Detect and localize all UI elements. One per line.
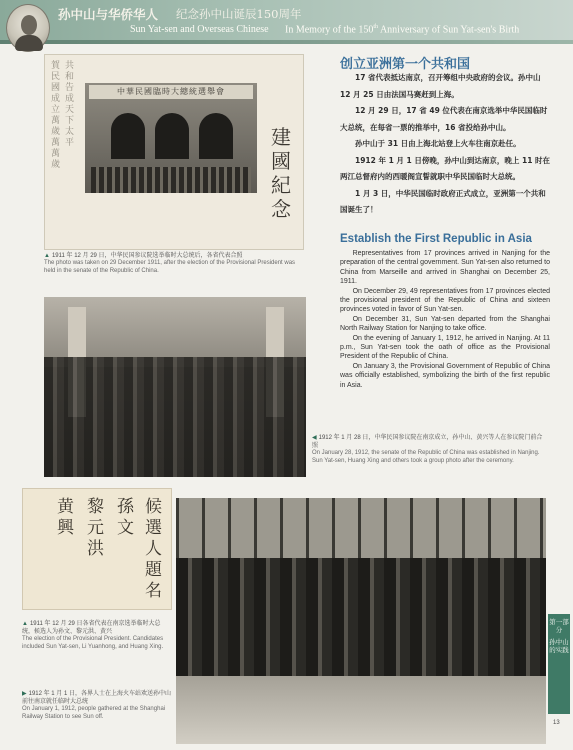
article-paragraph-en: On the evening of January 1, 1912, he arrived in Nanjing. At 11 p.m., Sun Yat-sen took the oath of office as the Provisional President of the Republic of China.: [340, 334, 550, 361]
article-paragraph-cn: 17 省代表抵达南京，召开筹组中央政府的会议。孙中山 12 月 25 日由法国马赛赶到上海。: [340, 73, 541, 99]
ballot-candidate: 黄興: [57, 497, 74, 538]
soldiers-and-crowd: [176, 558, 546, 678]
sun-yat-sen-portrait: [6, 4, 50, 52]
building-arch: [155, 113, 189, 159]
photo-electoral-building: [44, 54, 304, 250]
header-subtitle-cn: 纪念孙中山诞辰150周年: [176, 7, 302, 21]
group-of-officials: [44, 357, 306, 477]
photo1-caption-en: The photo was taken on 29 December 1911, after the election of the Provisional President was held in the senate of the Republic of China.: [44, 260, 296, 274]
ballot-candidate: 孫文: [117, 497, 134, 538]
article-heading-en: Establish the First Republic in Asia: [340, 233, 532, 245]
article-paragraph-en: On December 29, 49 representatives from 17 provinces elected the provisional president of the Republic of China and sixteen provinces voted in favor of Sun Yat-sen.: [340, 287, 550, 314]
portrait-body: [15, 35, 43, 51]
header-subtitle-en: In Memory of the 150th Anniversary of Sun Yat-sen's Birth: [285, 24, 520, 36]
photo1-caption: [44, 252, 306, 275]
group-of-delegates: [91, 167, 251, 193]
header-title-en: Sun Yat-sen and Overseas Chinese: [130, 24, 269, 35]
photo-election-ballot: [22, 488, 172, 610]
triangle-right-icon: ▲: [22, 621, 28, 627]
photo4-caption-en: On January 1, 1912, people gathered at the Shanghai Railway Station to see Sun off.: [22, 706, 166, 720]
photo-senate-group: [44, 297, 306, 477]
triangle-left-icon: ◀: [312, 435, 317, 441]
ballot-candidate: 黎元洪: [87, 497, 104, 559]
station-platform: [176, 676, 546, 744]
photo3-caption: [22, 620, 172, 651]
article-paragraph-en: On December 31, Sun Yat-sen departed from the Shanghai North Railway Station for Nanjing to take office.: [340, 315, 550, 333]
side-tab-line1: 第一部分: [549, 618, 569, 634]
calligraphy-margin: 賀民國成立萬歲萬萬歲: [51, 61, 61, 170]
header-title-cn: 孙中山与华侨华人: [58, 7, 159, 22]
section-side-tab: [548, 614, 570, 714]
article-paragraph-cn: 1 月 3 日，中华民国临时政府正式成立，亚洲第一个共和国诞生了！: [340, 188, 546, 214]
article-paragraph-en: On January 3, the Provisional Government of Republic of China was officially established, symbolizing the birth of the first republic in Asia.: [340, 362, 550, 389]
photo4-caption: [22, 690, 172, 721]
article-body-cn: [340, 70, 553, 219]
article-body-en: [340, 249, 550, 390]
header-rule: [0, 40, 573, 44]
building-arch: [199, 113, 233, 159]
page-number: 13: [553, 720, 560, 726]
photo2-caption-cn: 1912 年 1 月 28 日，中华民国参议院在南京成立，孙中山、黄兴等人在参议院门前合照: [312, 435, 543, 449]
portrait-face: [21, 15, 37, 35]
photo-railway-station: [176, 498, 546, 744]
article-paragraph-en: Representatives from 17 provinces arrived in Nanjing for the preparation of the central government. Sun Yat-sen also returned to China from Marseille and arrived in Shanghai on December 25, 1911.: [340, 250, 550, 286]
calligraphy-inscription: 建國紀念: [271, 125, 291, 221]
photo2-caption-en: On January 28, 1912, the senate of the Republic of China was established in Nanjing. Sun Yat-sen, Huang Xing and others took a group photo after the ceremony.: [312, 450, 540, 464]
side-tab-line2: 孙中山的实践: [549, 638, 569, 654]
triangle-right-icon: ▶: [22, 691, 27, 697]
article-paragraph-cn: 1912 年 1 月 1 日傍晚，孙中山到达南京，晚上 11 时在两江总督府内的西暖阁宣誓就职中华民国临时大总统。: [340, 155, 551, 181]
photo3-caption-cn: 1911 年 12 月 29 日各省代表在南京选举临时大总统，候选人为孙文、黎元洪、黄兴: [22, 621, 161, 635]
photo4-caption-cn: 1912 年 1 月 1 日，各界人士在上海火车站欢送孙中山前往南京就任临时大总统: [22, 691, 171, 705]
article-paragraph-cn: 孙中山于 31 日由上海北站登上火车往南京赴任。: [355, 139, 521, 148]
triangle-right-icon: ▲: [44, 253, 50, 259]
ballot-heading: 候選人題名: [145, 497, 162, 601]
photo3-caption-en: The election of the Provisional President. Candidates included Sun Yat-sen, Li Yuanhong, and Huang Xing.: [22, 636, 164, 650]
article-paragraph-cn: 12 月 29 日，17 省 49 位代表在南京选举中华民国临时大总统，在每省一票的推举中，16 省投给孙中山。: [340, 106, 548, 132]
calligraphy-margin: 共和告成天下太平: [65, 61, 75, 148]
building-sign: 中華民國臨時大總統選舉會: [89, 85, 253, 99]
photo2-caption: [312, 434, 548, 465]
article-heading-cn: 创立亚洲第一个共和国: [340, 57, 471, 72]
photo1-caption-cn: 1911 年 12 月 29 日，中华民国参议院选举临时大总统后，各省代表合照: [51, 253, 243, 259]
building-arch: [111, 113, 145, 159]
